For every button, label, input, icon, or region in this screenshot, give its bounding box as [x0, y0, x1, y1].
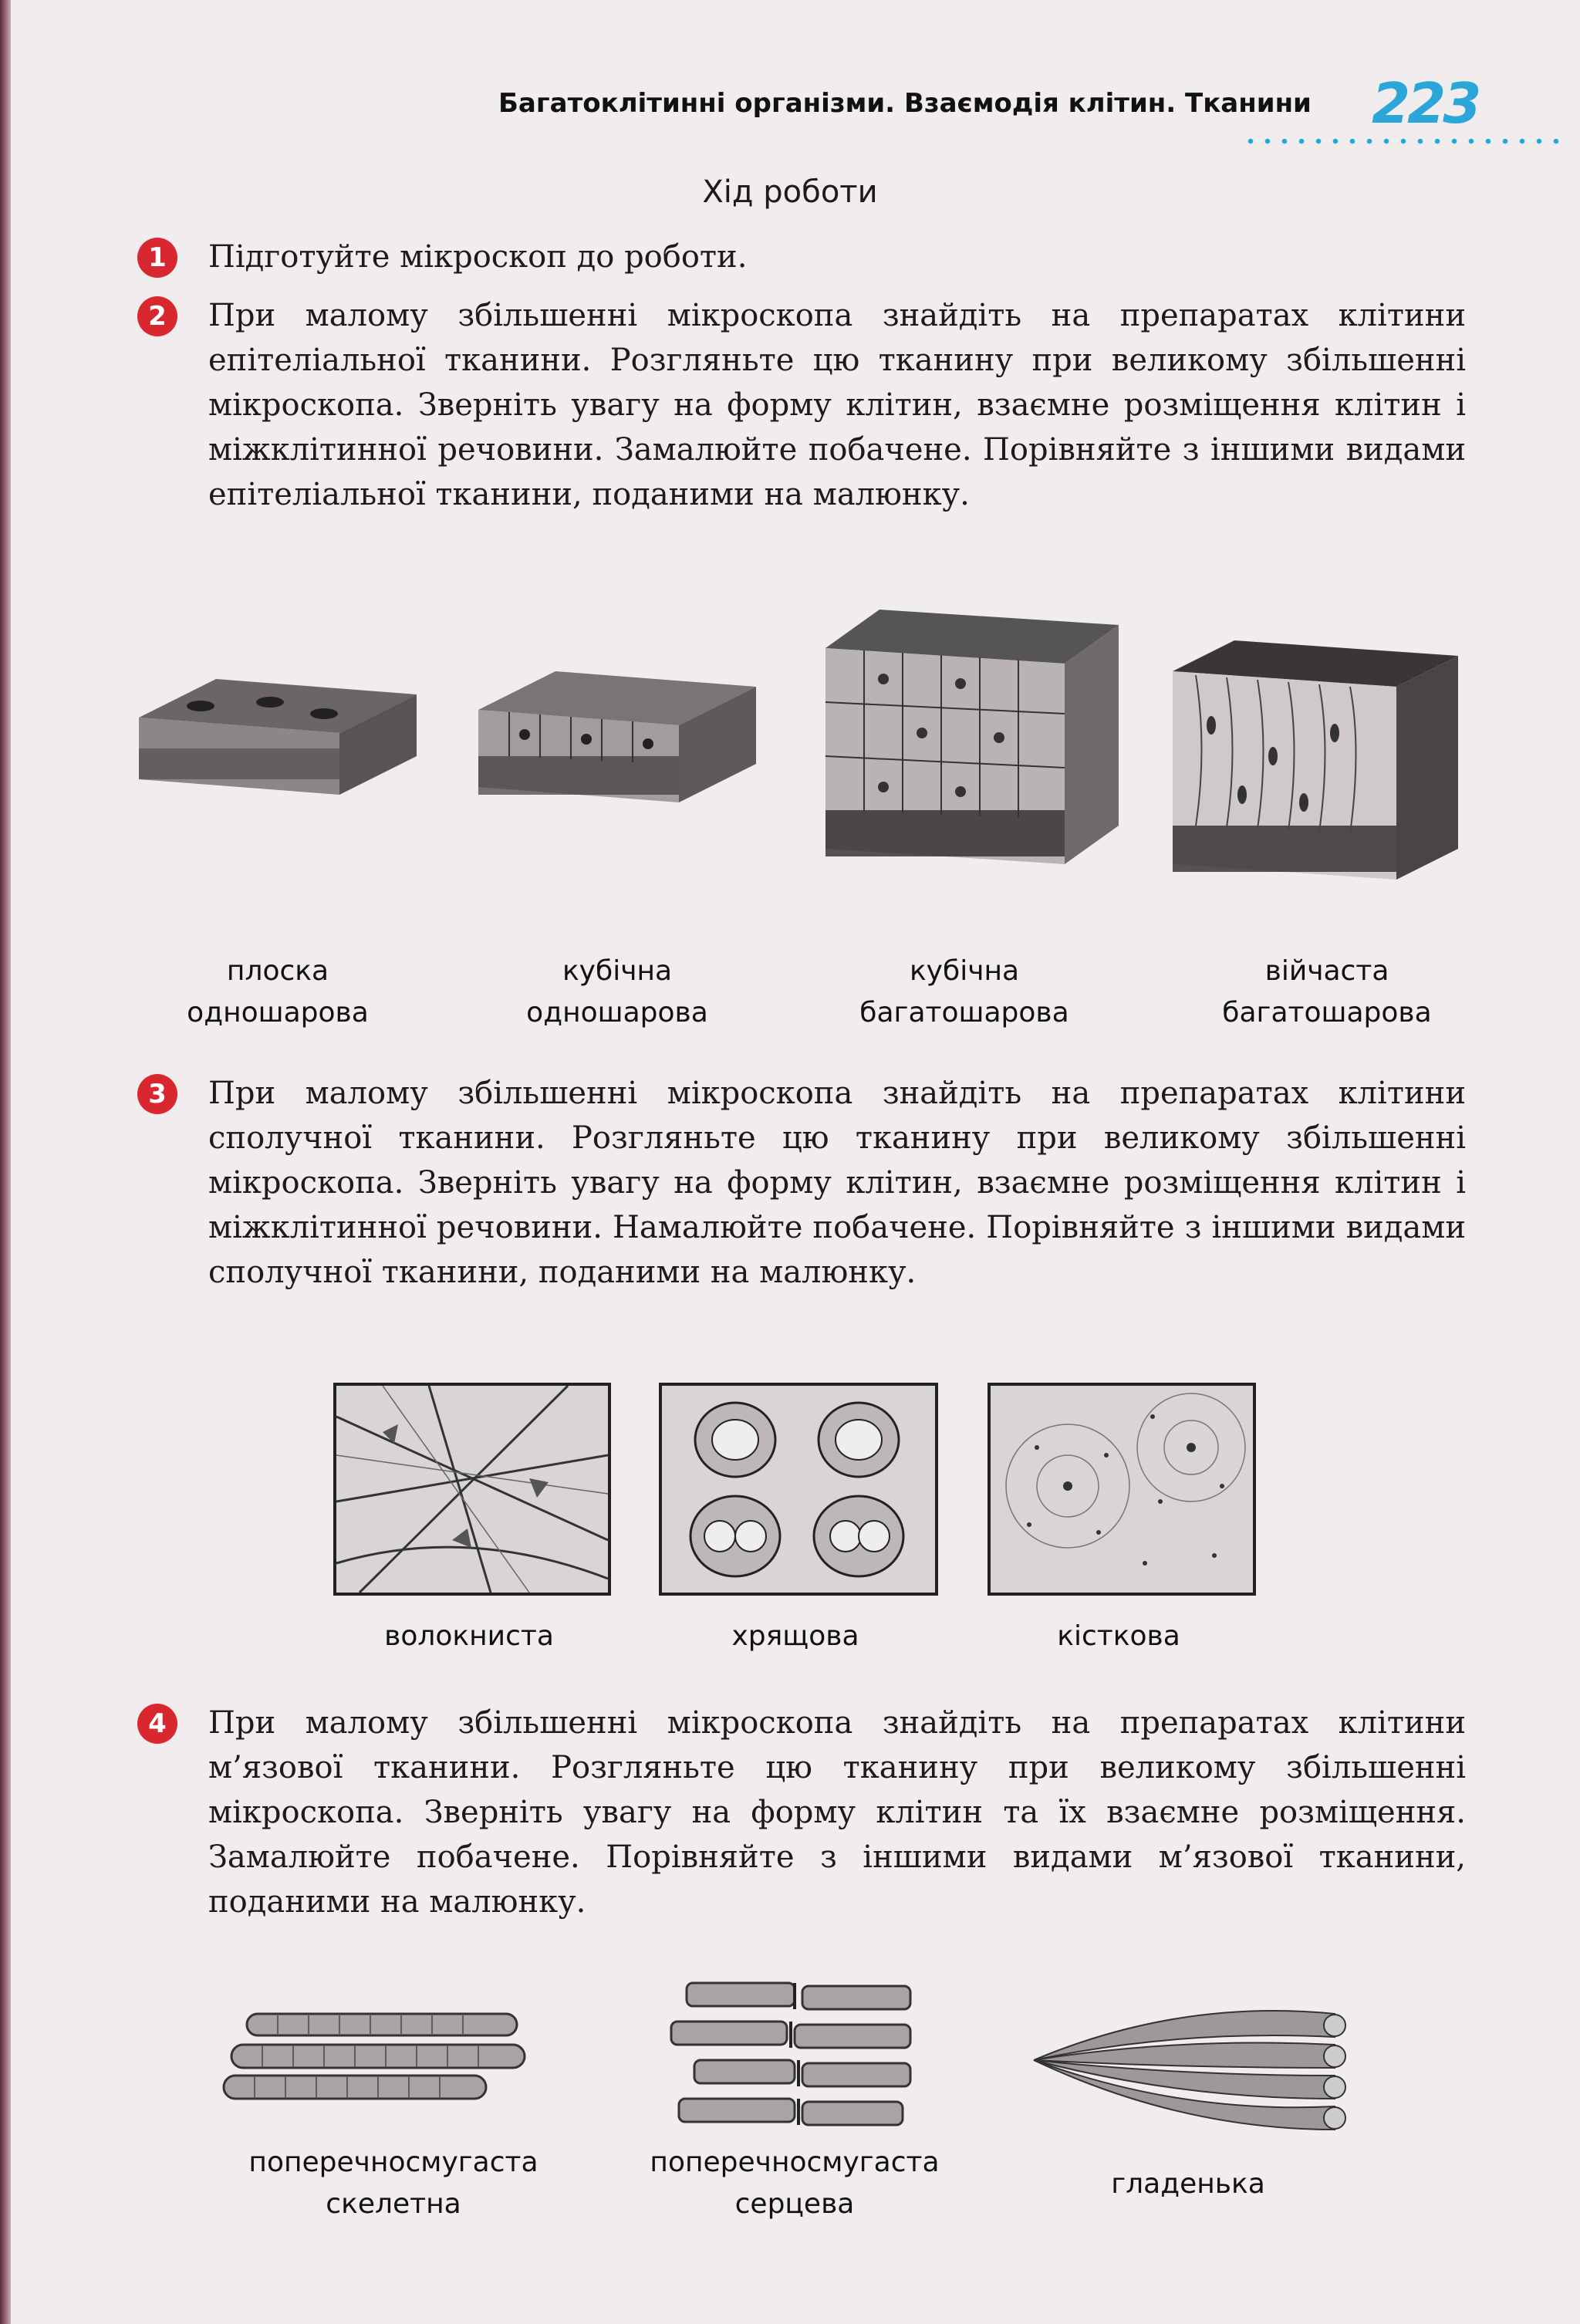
cuboidal-single-layer-epithelium-figure: [471, 664, 764, 826]
step-1-badge: 1: [137, 238, 177, 278]
caption-ciliated-stratified: [1204, 951, 1450, 1034]
caption-flat-single: [154, 951, 401, 1034]
cartilage-tissue-figure: [659, 1383, 938, 1596]
step-3-badge: 3: [137, 1074, 177, 1114]
page-header: [478, 71, 1574, 147]
caption-line: кубічна: [909, 955, 1020, 987]
caption-line: багатошарова: [1222, 997, 1432, 1029]
caption-line: поперечносмугаста: [650, 2147, 940, 2178]
caption-line: багатошарова: [859, 997, 1069, 1029]
caption-fibrous: волокниста: [384, 1620, 554, 1652]
step-4-badge: 4: [137, 1704, 177, 1744]
skeletal-muscle-figure: [216, 1998, 555, 2122]
page-spine-shadow: [0, 0, 11, 2324]
step-2-text: При малому збільшенні мікроскопа знайдіть на препаратах клітини епітеліальної тканини. Розгляньте цю тканину при великому збільшенні мікроскопа. Зверніть увагу на форму клітин, взаємне розміщення клітин і міжклітинної речовини. Замалюйте побачене. Порівняйте з іншими видами епітеліальної тканини, поданими на малюнку.: [208, 298, 1466, 512]
page-number: 223: [1372, 71, 1479, 136]
caption-line: плоска: [226, 955, 329, 987]
dotted-rule: [1242, 137, 1566, 145]
work-title: Хід роботи: [702, 174, 878, 210]
smooth-muscle-figure: [1026, 1983, 1358, 2137]
running-head: Багатоклітинні організми. Взаємодія клітин. Тканини: [498, 88, 1312, 119]
caption-line: кубічна: [562, 955, 673, 987]
step-1-text: Підготуйте мікроскоп до роботи.: [208, 239, 748, 275]
caption-cardiac: [609, 2142, 980, 2225]
caption-line: скелетна: [326, 2188, 461, 2220]
caption-line: одношарова: [187, 997, 369, 1029]
caption-skeletal: [208, 2142, 579, 2225]
flat-single-layer-epithelium-figure: [131, 664, 424, 818]
step-4-text: При малому збільшенні мікроскопа знайдіть на препаратах клітини м’язової тканини. Розгляньте цю тканину при великому збільшенні мікроскопа. Зверніть увагу на форму клітин та їх взаємне розміщення. Замалюйте побачене. Порівняйте з іншими видами м’язової тканини, поданими на малюнку.: [208, 1705, 1466, 1920]
caption-cartilage: хрящова: [731, 1620, 859, 1652]
fibrous-connective-tissue-figure: [333, 1383, 611, 1596]
step-3-text: При малому збільшенні мікроскопа знайдіть на препаратах клітини сполучної тканини. Розгляньте цю тканину при великому збільшенні мікроскопа. Зверніть увагу на форму клітин, взаємне розміщення клітин і міжклітинної речовини. Намалюйте побачене. Порівняйте з іншими видами сполучної тканини, поданими на малюнку.: [208, 1076, 1466, 1290]
caption-line: поперечносмугаста: [248, 2147, 538, 2178]
ciliated-stratified-epithelium-figure: [1165, 633, 1466, 926]
caption-bone: кісткова: [1057, 1620, 1180, 1652]
caption-smooth: [1065, 2164, 1312, 2205]
step-2-badge: 2: [137, 296, 177, 336]
caption-line: серцева: [734, 2188, 855, 2220]
caption-line: одношарова: [526, 997, 708, 1029]
caption-cuboidal-single: [494, 951, 741, 1034]
cardiac-muscle-figure: [663, 1975, 926, 2145]
bone-tissue-figure: [988, 1383, 1256, 1596]
caption-cuboidal-stratified: [841, 951, 1088, 1034]
caption-line: гладенька: [1111, 2168, 1265, 2200]
cuboidal-stratified-epithelium-figure: [818, 602, 1126, 926]
caption-line: війчаста: [1264, 955, 1389, 987]
